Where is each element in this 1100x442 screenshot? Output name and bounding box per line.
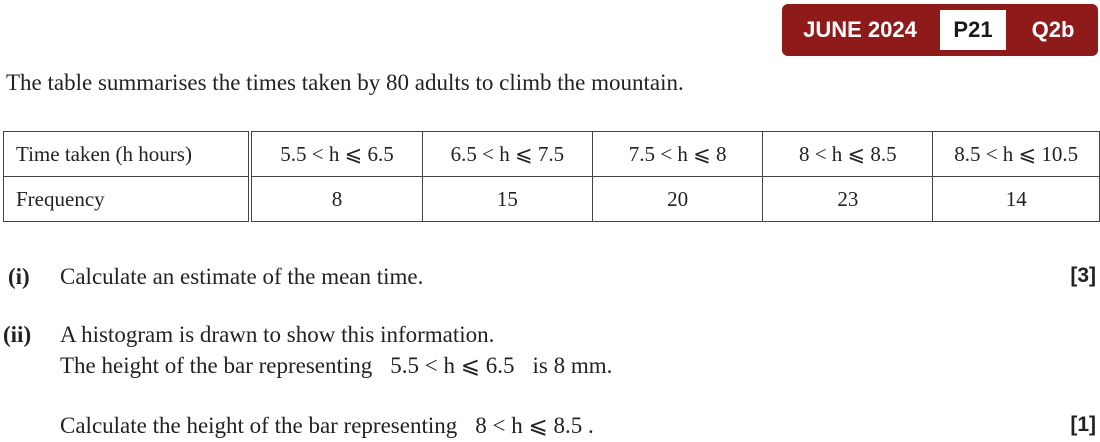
line2-interval: 5.5 < h ⩽ 6.5 — [390, 353, 515, 378]
table-row-frequency — [4, 177, 1100, 222]
interval-cell: 8.5 < h ⩽ 10.5 — [933, 132, 1100, 177]
table-row-intervals — [4, 132, 1100, 177]
part-ii-line3 — [60, 413, 594, 439]
part-ii-line1: A histogram is drawn to show this information. — [60, 322, 495, 347]
intro-text: The table summarises the times taken by 80 adults to climb the mountain. — [6, 70, 684, 95]
line3-interval: 8 < h ⩽ 8.5 . — [475, 413, 594, 438]
interval-cell: 5.5 < h ⩽ 6.5 — [250, 132, 422, 177]
time-header-cell: Time taken (h hours) — [4, 132, 251, 177]
frequency-cell: 20 — [593, 177, 763, 222]
line2-prefix: The height of the bar representing — [60, 353, 373, 378]
interval-cell: 6.5 < h ⩽ 7.5 — [422, 132, 592, 177]
frequency-cell: 15 — [422, 177, 592, 222]
part-i-marks: [3] — [1070, 264, 1096, 287]
line3-prefix: Calculate the height of the bar representing — [60, 413, 458, 438]
part-ii-label: (ii) — [3, 322, 32, 347]
frequency-cell: 14 — [933, 177, 1100, 222]
frequency-cell: 23 — [763, 177, 933, 222]
badge-question: Q2b — [1031, 17, 1075, 42]
question-badge — [782, 4, 1098, 56]
badge-session: JUNE 2024 — [803, 17, 917, 42]
part-ii-line2 — [60, 353, 612, 379]
badge-paper: P21 — [940, 10, 1006, 50]
part-i-text: Calculate an estimate of the mean time. — [60, 264, 424, 289]
interval-cell: 8 < h ⩽ 8.5 — [763, 132, 933, 177]
part-i-label: (i) — [8, 264, 30, 289]
frequency-table — [3, 131, 1100, 222]
frequency-header-cell: Frequency — [4, 177, 251, 222]
line2-suffix: is 8 mm. — [532, 353, 613, 378]
interval-cell: 7.5 < h ⩽ 8 — [593, 132, 763, 177]
part-ii-marks: [1] — [1070, 413, 1096, 436]
frequency-cell: 8 — [250, 177, 422, 222]
